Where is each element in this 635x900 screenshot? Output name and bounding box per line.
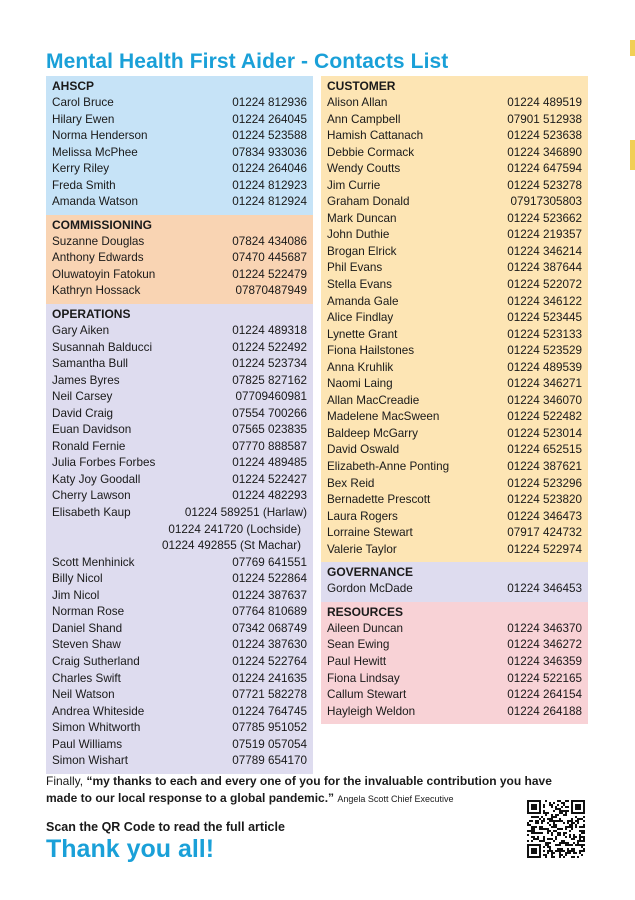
contact-phone: 01224 387637 xyxy=(232,588,307,602)
contact-row xyxy=(52,555,307,572)
contact-phone: 01224 812924 xyxy=(232,195,307,209)
contact-row xyxy=(327,211,582,228)
contact-row xyxy=(52,439,307,456)
contact-row xyxy=(52,455,307,472)
contact-row xyxy=(327,426,582,443)
scan-instruction: Scan the QR Code to read the full article xyxy=(46,820,285,834)
contact-phone: 01224 387621 xyxy=(507,460,582,474)
contact-name: Paul Williams xyxy=(52,737,123,751)
section-operations xyxy=(46,304,313,774)
contact-name: Samantha Bull xyxy=(52,357,129,371)
section-ahscp xyxy=(46,76,313,215)
contact-phone: 01224 346370 xyxy=(507,621,582,635)
contact-name: Wendy Coutts xyxy=(327,162,401,176)
contact-phone: 01224 523662 xyxy=(507,211,582,225)
contact-phone: 01224 523529 xyxy=(507,344,582,358)
contact-name: Daniel Shand xyxy=(52,621,123,635)
left-column xyxy=(46,76,313,774)
contact-name: Allan MacCreadie xyxy=(327,393,420,407)
contact-phone: 01224 264154 xyxy=(507,688,582,702)
page-title: Mental Health First Aider - Contacts List xyxy=(46,50,449,73)
contact-row xyxy=(52,753,307,770)
contact-row xyxy=(52,340,307,357)
edge-decoration-top xyxy=(630,40,635,56)
contact-row xyxy=(52,178,307,195)
contact-name: Sean Ewing xyxy=(327,638,390,652)
contact-row xyxy=(327,95,582,112)
contact-name: Amanda Watson xyxy=(52,195,138,209)
section-governance xyxy=(321,562,588,602)
contact-phone: 07764 810689 xyxy=(232,605,307,619)
contact-name: Melissa McPhee xyxy=(52,145,138,159)
contact-name: Scott Menhinick xyxy=(52,555,135,569)
contact-phone: 01224 812936 xyxy=(232,96,307,109)
contact-phone: 01224 346453 xyxy=(507,582,582,596)
contact-phone: 01224 387630 xyxy=(232,638,307,652)
contact-name: Alice Findlay xyxy=(327,311,394,325)
section-commissioning xyxy=(46,215,313,304)
contact-phone: 01224 346272 xyxy=(507,638,582,652)
contact-name: Fiona Lindsay xyxy=(327,671,400,685)
contact-phone: 01224 346214 xyxy=(507,244,582,258)
contact-phone: 07709460981 xyxy=(235,390,307,404)
contact-row xyxy=(327,542,582,559)
contact-name: Anna Kruhlik xyxy=(327,360,394,374)
contact-name: Amanda Gale xyxy=(327,294,399,308)
contact-row xyxy=(327,704,582,721)
contact-row xyxy=(52,406,307,423)
contact-name: Laura Rogers xyxy=(327,509,398,523)
contact-name: Naomi Laing xyxy=(327,377,393,391)
contact-phone: 01224 241635 xyxy=(232,671,307,685)
contact-phone: 01224 522482 xyxy=(507,410,582,424)
contact-row xyxy=(52,588,307,605)
contact-name: Ann Campbell xyxy=(327,112,401,126)
contact-row xyxy=(327,294,582,311)
contact-name: Euan Davidson xyxy=(52,423,132,437)
contact-row xyxy=(327,227,582,244)
contact-row xyxy=(52,571,307,588)
contact-row xyxy=(52,283,307,300)
contact-phone: 01224 522479 xyxy=(232,267,307,281)
contact-row xyxy=(327,492,582,509)
contact-phone: 01224 346359 xyxy=(507,654,582,668)
contact-phone: 07917305803 xyxy=(510,195,582,209)
quote-lead: Finally, xyxy=(46,774,84,788)
contact-name: John Duthie xyxy=(327,228,390,242)
contact-phone-extra: 01224 492855 (St Machar) xyxy=(161,539,301,553)
contact-name: Gordon McDade xyxy=(327,582,413,596)
contact-row xyxy=(327,327,582,344)
contact-phone: 07565 023835 xyxy=(232,423,307,437)
contact-row xyxy=(52,422,307,439)
contact-name: Charles Swift xyxy=(52,671,121,685)
contact-row xyxy=(327,409,582,426)
contact-phone: 01224 489539 xyxy=(507,360,582,374)
contact-phone: 01224 264046 xyxy=(232,162,307,176)
contact-phone: 07901 512938 xyxy=(507,112,582,126)
contact-name: David Craig xyxy=(52,406,114,420)
contact-phone: 07770 888587 xyxy=(232,439,307,453)
contact-phone: 01224 523278 xyxy=(507,178,582,192)
contact-row xyxy=(52,604,307,621)
contact-phone: 07824 434086 xyxy=(232,234,307,248)
contact-phone: 07721 582278 xyxy=(232,688,307,702)
section-heading: RESOURCES xyxy=(327,604,404,619)
contact-phone: 07470 445687 xyxy=(232,251,307,265)
contact-phone: 01224 346070 xyxy=(507,393,582,407)
contact-phone: 01224 264045 xyxy=(232,112,307,126)
contact-name: Kathryn Hossack xyxy=(52,284,141,298)
contact-name: Carol Bruce xyxy=(52,96,114,109)
contact-row xyxy=(52,621,307,638)
contact-row xyxy=(327,161,582,178)
contact-phone: 01224 522974 xyxy=(507,542,582,556)
qr-code-icon[interactable] xyxy=(527,800,585,858)
contact-name: David Oswald xyxy=(327,443,400,457)
contact-row xyxy=(52,194,307,211)
contact-name: Jim Nicol xyxy=(52,588,100,602)
contact-name: James Byres xyxy=(52,373,120,387)
contact-row xyxy=(327,277,582,294)
contact-phone: 07519 057054 xyxy=(232,737,307,751)
contact-row xyxy=(52,234,307,251)
contact-row xyxy=(327,509,582,526)
contact-row xyxy=(52,112,307,129)
contact-row xyxy=(52,488,307,505)
contact-name: Ronald Fernie xyxy=(52,439,126,453)
contact-row xyxy=(52,250,307,267)
contact-name: Simon Wishart xyxy=(52,754,128,768)
right-column xyxy=(321,76,588,724)
contact-name: Anthony Edwards xyxy=(52,251,144,265)
contact-phone: 01224 346890 xyxy=(507,145,582,159)
contact-phone: 07785 951052 xyxy=(232,721,307,735)
contact-row xyxy=(327,343,582,360)
contact-row xyxy=(327,393,582,410)
contact-name: Katy Joy Goodall xyxy=(52,472,141,486)
contact-phone: 01224 522764 xyxy=(232,654,307,668)
contact-row xyxy=(52,373,307,390)
contact-row xyxy=(52,95,307,112)
contact-name: Phil Evans xyxy=(327,261,383,275)
contact-name: Bex Reid xyxy=(327,476,375,490)
contact-name: Fiona Hailstones xyxy=(327,344,415,358)
contact-row xyxy=(327,128,582,145)
contact-name: Alison Allan xyxy=(327,96,388,109)
contact-row xyxy=(327,178,582,195)
contact-name: Mark Duncan xyxy=(327,211,397,225)
contact-phone: 01224 219357 xyxy=(507,228,582,242)
contact-name: Elisabeth Kaup xyxy=(52,506,131,520)
contact-row xyxy=(327,654,582,671)
contact-row xyxy=(327,671,582,688)
contact-row xyxy=(52,356,307,373)
contact-phone: 01224 387644 xyxy=(507,261,582,275)
contact-phone: 01224 652515 xyxy=(507,443,582,457)
section-customer xyxy=(321,76,588,562)
contact-row xyxy=(327,194,582,211)
contact-row xyxy=(52,267,307,284)
contact-row xyxy=(327,112,582,129)
contact-name: Kerry Riley xyxy=(52,162,110,176)
quote-text: “my thanks to each and every one of you for the invaluable contribution you have made to our local response to a global pandemic.” xyxy=(46,774,552,805)
contact-phone: 01224 489485 xyxy=(232,456,307,470)
contact-phone: 01224 523133 xyxy=(507,327,582,341)
contact-row xyxy=(327,360,582,377)
contact-phone: 01224 346473 xyxy=(507,509,582,523)
contact-row xyxy=(327,145,582,162)
contact-name: Graham Donald xyxy=(327,195,410,209)
contact-phone: 07769 641551 xyxy=(232,555,307,569)
contact-name: Lynette Grant xyxy=(327,327,398,341)
qr-code-graphic xyxy=(527,800,585,858)
contact-name: Steven Shaw xyxy=(52,638,121,652)
contact-phone: 07834 933036 xyxy=(232,145,307,159)
contact-row xyxy=(327,581,582,598)
contact-row xyxy=(327,621,582,638)
contact-name: Baldeep McGarry xyxy=(327,426,418,440)
contact-name: Norma Henderson xyxy=(52,129,148,143)
contact-row xyxy=(52,145,307,162)
contact-phone: 01224 523638 xyxy=(507,129,582,143)
contact-name: Neil Watson xyxy=(52,688,115,702)
section-heading: AHSCP xyxy=(52,79,95,93)
contact-row xyxy=(327,687,582,704)
section-heading: GOVERNANCE xyxy=(327,565,414,580)
contact-name: Bernadette Prescott xyxy=(327,493,431,507)
contact-row xyxy=(327,525,582,542)
contact-row xyxy=(327,637,582,654)
contact-row xyxy=(52,671,307,688)
contact-phone: 07917 424732 xyxy=(507,526,582,540)
contact-name: Brogan Elrick xyxy=(327,244,397,258)
section-heading: OPERATIONS xyxy=(52,307,131,322)
contact-phone: 01224 647594 xyxy=(507,162,582,176)
contact-name: Oluwatoyin Fatokun xyxy=(52,267,156,281)
contact-phone: 01224 764745 xyxy=(232,704,307,718)
contact-phone: 01224 264188 xyxy=(507,704,582,718)
contact-name: Valerie Taylor xyxy=(327,542,397,556)
contact-name: Billy Nicol xyxy=(52,572,103,586)
contact-row xyxy=(52,161,307,178)
contact-phone: 01224 522072 xyxy=(507,278,582,292)
contact-phone: 01224 523014 xyxy=(507,426,582,440)
quote-attribution: Angela Scott Chief Executive xyxy=(337,794,454,804)
contact-row xyxy=(327,310,582,327)
contact-name: Susannah Balducci xyxy=(52,340,153,354)
contact-phone: 01224 522492 xyxy=(232,340,307,354)
contact-phone: 01224 522427 xyxy=(232,472,307,486)
contact-row xyxy=(52,687,307,704)
contact-row xyxy=(327,442,582,459)
contact-phone: 07870487949 xyxy=(235,284,307,298)
contact-name: Hilary Ewen xyxy=(52,112,115,126)
contact-phone: 01224 489318 xyxy=(232,324,307,338)
contact-row xyxy=(52,704,307,721)
contact-phone: 01224 589251 (Harlaw) xyxy=(184,506,307,520)
contact-phone: 01224 489519 xyxy=(507,96,582,109)
contact-name: Lorraine Stewart xyxy=(327,526,413,540)
contact-phone: 01224 522864 xyxy=(232,572,307,586)
contact-row xyxy=(327,459,582,476)
contact-row xyxy=(52,737,307,754)
contact-name: Madelene MacSween xyxy=(327,410,440,424)
contact-row xyxy=(52,505,307,522)
contact-row xyxy=(52,323,307,340)
section-heading: COMMISSIONING xyxy=(52,217,153,232)
contact-name: Callum Stewart xyxy=(327,688,407,702)
contact-phone: 07789 654170 xyxy=(232,754,307,768)
contact-phone-extra: 01224 241720 (Lochside) xyxy=(168,522,301,536)
contact-row xyxy=(52,720,307,737)
contact-name: Julia Forbes Forbes xyxy=(52,456,156,470)
contact-phone: 01224 482293 xyxy=(232,489,307,503)
contact-row xyxy=(52,654,307,671)
contact-name: Hayleigh Weldon xyxy=(327,704,416,718)
contact-name: Jim Currie xyxy=(327,178,381,192)
contact-row xyxy=(52,637,307,654)
contact-row xyxy=(52,389,307,406)
contact-row xyxy=(52,128,307,145)
contact-name: Norman Rose xyxy=(52,605,125,619)
contact-row xyxy=(327,476,582,493)
contact-name: Cherry Lawson xyxy=(52,489,131,503)
contact-phone: 01224 522165 xyxy=(507,671,582,685)
contact-name: Gary Aiken xyxy=(52,324,110,338)
contact-row xyxy=(327,376,582,393)
contact-name: Paul Hewitt xyxy=(327,654,387,668)
contact-phone: 01224 523296 xyxy=(507,476,582,490)
contact-phone: 01224 523445 xyxy=(507,311,582,325)
contact-name: Simon Whitworth xyxy=(52,721,141,735)
contact-name: Debbie Cormack xyxy=(327,145,415,159)
contact-name: Elizabeth-Anne Ponting xyxy=(327,460,450,474)
closing-quote xyxy=(46,773,566,808)
contact-phone: 01224 346122 xyxy=(507,294,582,308)
contact-phone: 01224 523734 xyxy=(232,357,307,371)
contact-name: Neil Carsey xyxy=(52,390,113,404)
contact-phone: 01224 346271 xyxy=(507,377,582,391)
edge-decoration-bottom xyxy=(630,140,635,170)
contact-name: Freda Smith xyxy=(52,178,116,192)
contact-name: Suzanne Douglas xyxy=(52,234,145,248)
contact-phone: 07342 068749 xyxy=(232,621,307,635)
contact-row xyxy=(327,244,582,261)
contact-phone: 07825 827162 xyxy=(232,373,307,387)
contact-phone: 01224 812923 xyxy=(232,178,307,192)
contact-name: Hamish Cattanach xyxy=(327,129,424,143)
thank-you-heading: Thank you all! xyxy=(46,835,215,863)
contact-phone: 01224 523588 xyxy=(232,129,307,143)
contact-phone: 07554 700266 xyxy=(232,406,307,420)
section-heading: CUSTOMER xyxy=(327,79,396,93)
contact-name: Stella Evans xyxy=(327,278,392,292)
contact-name: Andrea Whiteside xyxy=(52,704,145,718)
section-resources xyxy=(321,602,588,724)
contact-phone: 01224 523820 xyxy=(507,493,582,507)
contact-name: Aileen Duncan xyxy=(327,621,404,635)
contact-name: Craig Sutherland xyxy=(52,654,140,668)
contact-row xyxy=(327,260,582,277)
contact-row xyxy=(52,472,307,489)
